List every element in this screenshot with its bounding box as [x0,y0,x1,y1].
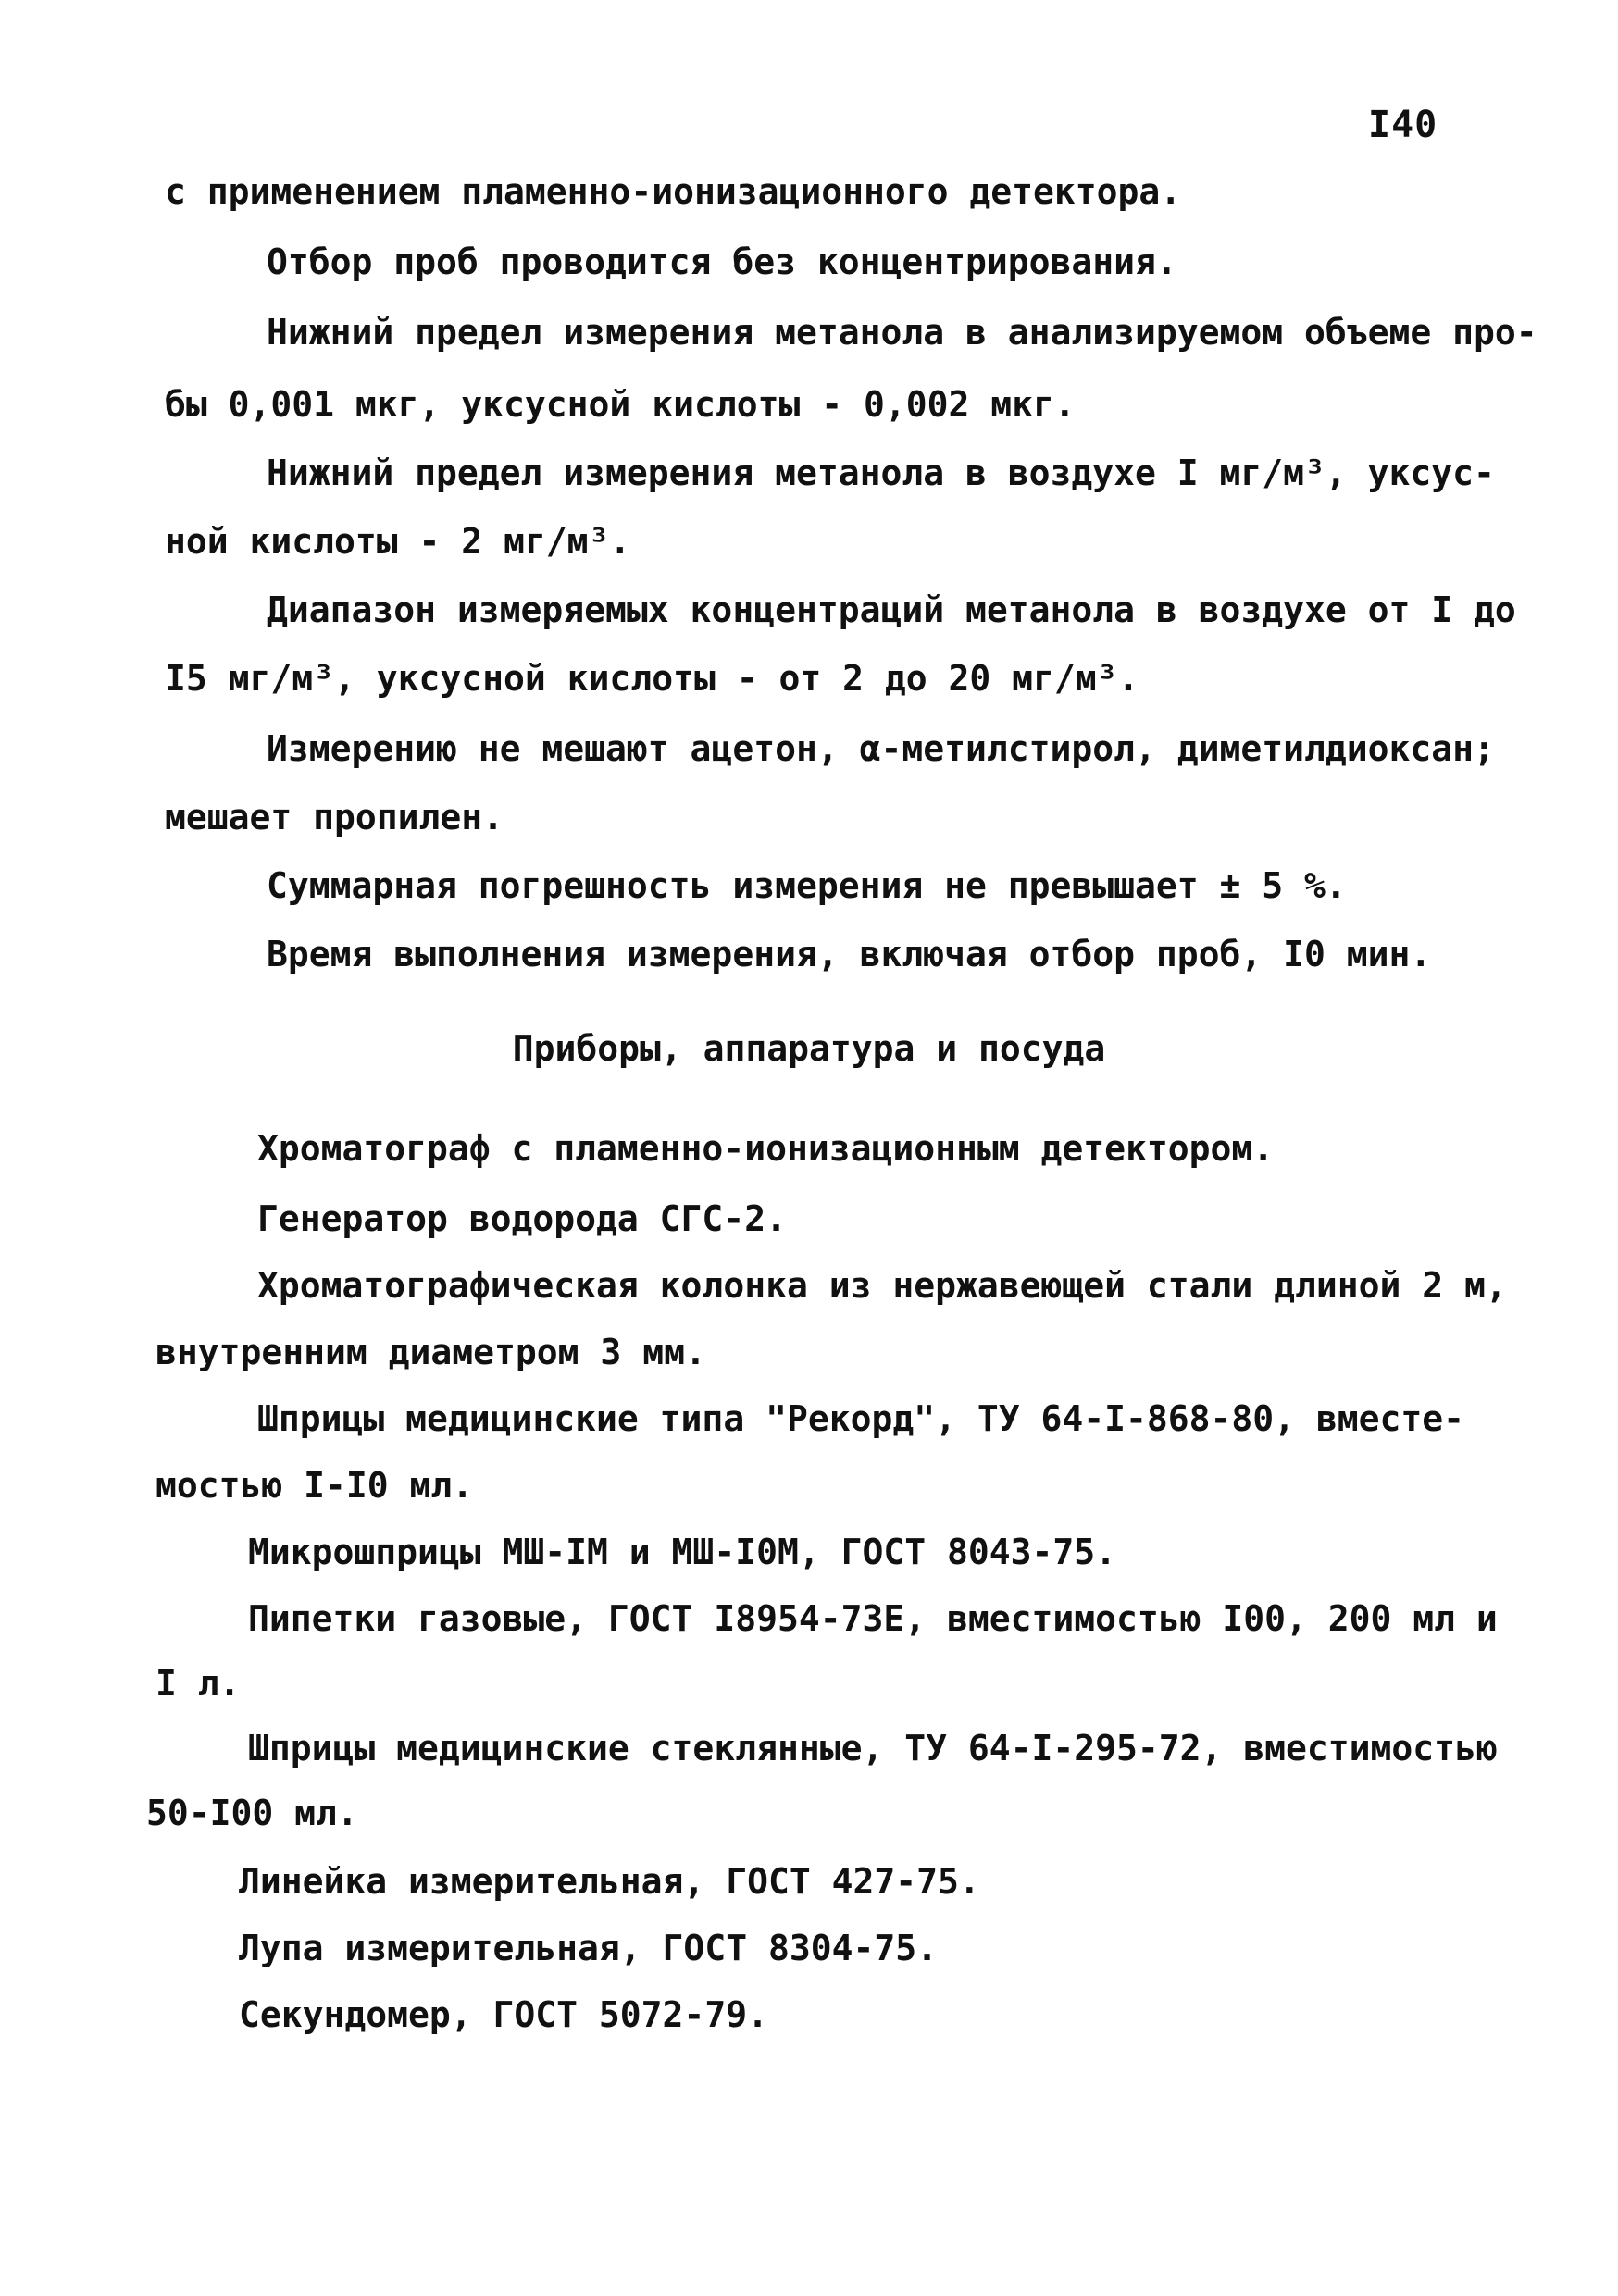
equipment-line: Хроматограф с пламенно-ионизационным детектором. [257,1128,1275,1169]
equipment-line: мостью I-I0 мл. [156,1465,474,1506]
equipment-line: Шприцы медицинские типа "Рекорд", ТУ 64-I-868-80, вместе- [257,1398,1465,1439]
text-line: Нижний предел измерения метанола в анализируемом объеме про- [267,312,1537,353]
text-line: Диапазон измеряемых концентраций метанола в воздухе от I до [267,590,1516,630]
text-line: Измерению не мешают ацетон, α-метилстирол, диметилдиоксан; [267,728,1495,769]
equipment-line: Линейка измерительная, ГОСТ 427-75. [239,1861,980,1902]
equipment-line: I л. [156,1663,241,1704]
text-line: бы 0,001 мкг, уксусной кислоты - 0,002 мкг. [165,384,1076,425]
text-line: Отбор проб проводится без концентрирования. [267,242,1177,282]
equipment-line: Пипетки газовые, ГОСТ I8954-73Е, вместимостью I00, 200 мл и [248,1598,1498,1639]
text-line: с применением пламенно-ионизационного детектора. [165,171,1182,212]
text-line: ной кислоты - 2 мг/м³. [165,521,631,562]
equipment-line: Генератор водорода СГС-2. [257,1198,787,1239]
text-line: Нижний предел измерения метанола в воздухе I мг/м³, уксус- [267,453,1495,493]
page-number: I40 [1368,104,1438,146]
equipment-line: Лупа измерительная, ГОСТ 8304-75. [239,1928,938,1968]
text-line: мешает пропилен. [165,797,504,838]
equipment-line: Хроматографическая колонка из нержавеющей стали длиной 2 м, [257,1265,1507,1306]
equipment-line: Микрошприцы МШ-IМ и МШ-I0М, ГОСТ 8043-75. [248,1532,1116,1572]
equipment-line: внутренним диаметром 3 мм. [156,1332,706,1372]
section-heading: Приборы, аппаратура и посуда [512,1028,1106,1069]
text-line: Суммарная погрешность измерения не превышает ± 5 %. [267,865,1347,906]
text-line: Время выполнения измерения, включая отбор проб, I0 мин. [267,934,1432,974]
equipment-line: Шприцы медицинские стеклянные, ТУ 64-I-295-72, вместимостью [248,1728,1498,1769]
equipment-line: Секундомер, ГОСТ 5072-79. [239,1994,768,2035]
equipment-line: 50-I00 мл. [146,1793,358,1833]
text-line: I5 мг/м³, уксусной кислоты - от 2 до 20 мг/м³. [165,658,1139,699]
